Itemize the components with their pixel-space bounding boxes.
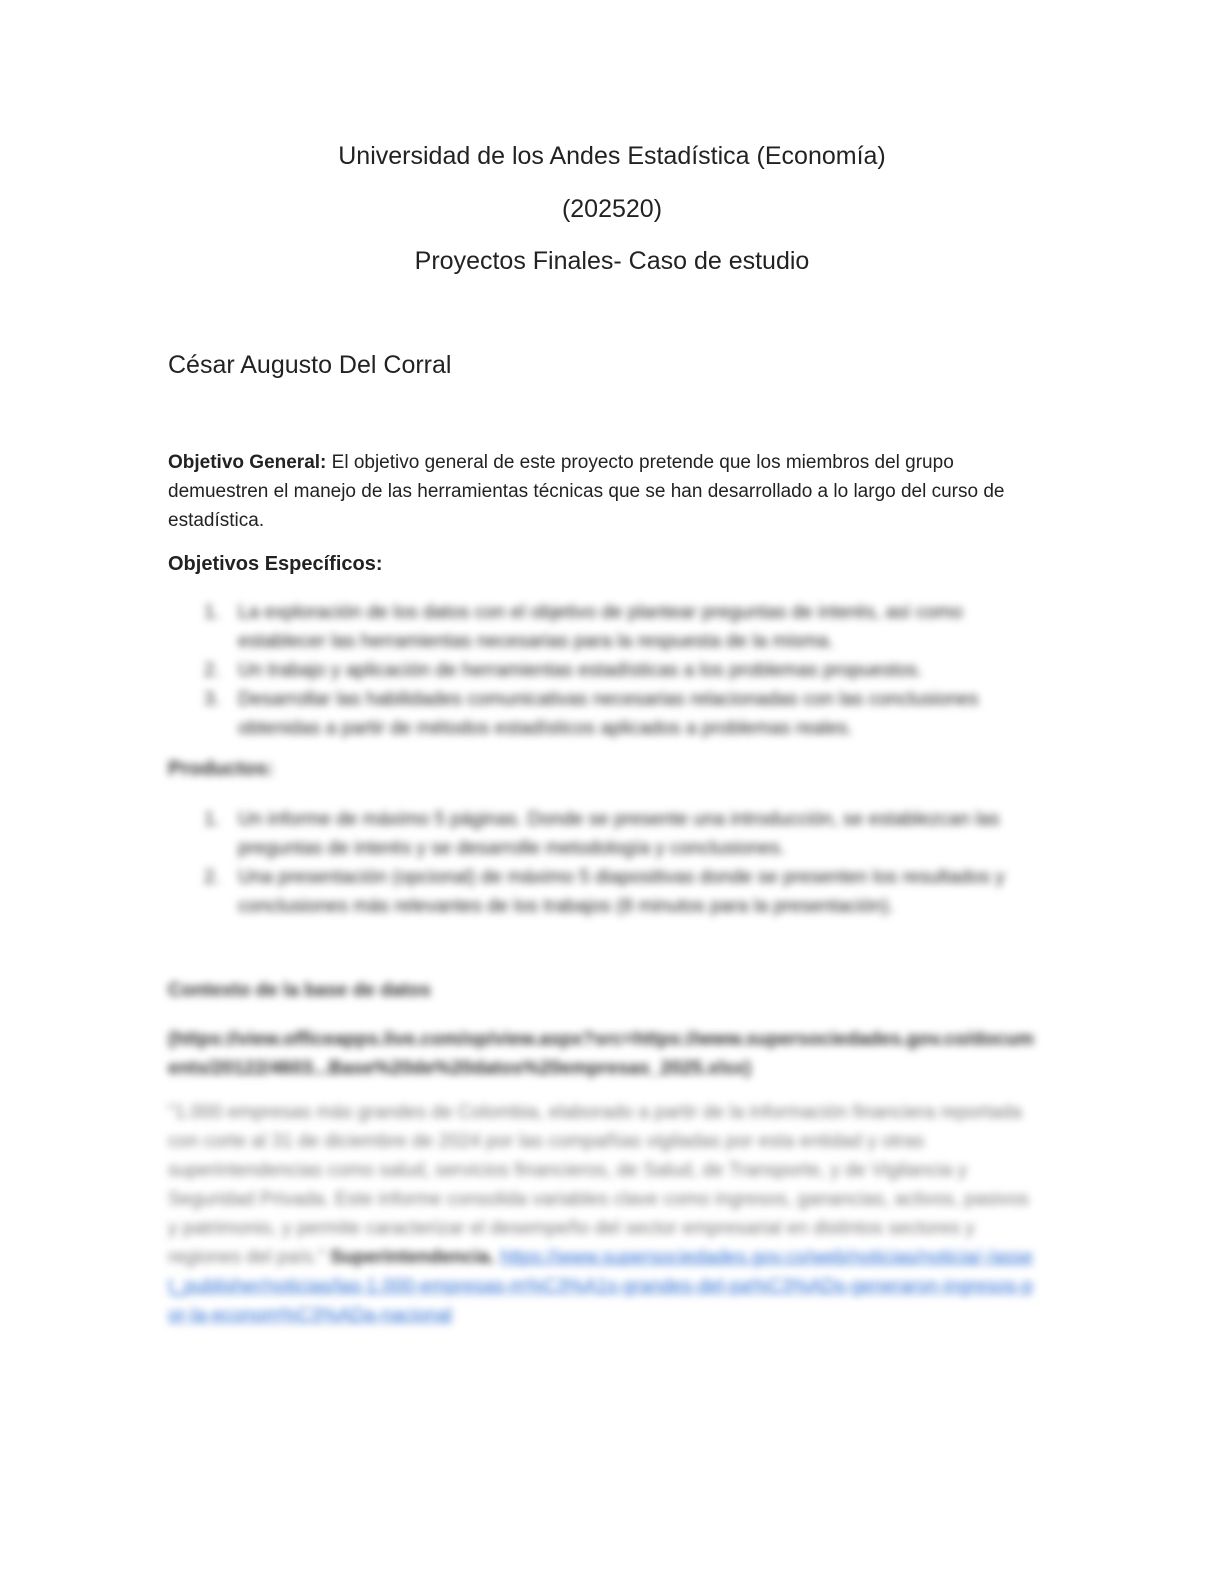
list-item [204,863,1044,921]
list-number: 3. [204,689,220,710]
list-number: 1. [204,602,220,623]
list-item [204,685,1044,743]
list-text: Un informe de máximo 5 páginas. Donde se presente una introducción, se establezcan las preguntas de interés y se desarrolle metodología y conclusiones. [238,809,1000,859]
general-objective-text: El objetivo general de este proyecto pretende que los miembros del grupo demuestren el manejo de las herramientas técnicas que se han desarrollado a lo largo del curso de estadística. [168,452,1005,531]
list-text: Desarrollar las habilidades comunicativas necesarias relacionadas con las conclusiones obtenidas a partir de métodos estadísticos aplicados a problemas reales. [238,689,979,739]
products-heading: Productos: [168,758,274,780]
document-title: Proyectos Finales- Caso de estudio [414,247,810,275]
specific-objectives-list [204,598,1044,743]
list-item [204,598,1044,656]
university-title: Universidad de los Andes Estadística (Economía) [338,142,886,170]
list-text: Un trabajo y aplicación de herramientas estadísticas a los problemas propuestos. [238,660,923,681]
course-code: (202520) [561,195,663,223]
quote-text: "1.000 empresas más grandes de Colombia, elaborado a partir de la información financiera reportada con corte al 31 de diciembre de 2024 por las compañías vigiladas por esta entidad y otras superintendencias como salud, servicios financieros, de Salud, de Transporte, y de Vigilancia y Seguridad Privada. Este informe consolida variables clave como ingresos, ganancias, activos, pasivos y patrimonio, y permite caracterizar el desempeño del sector empresarial en distintos sectores y regiones del país." [168,1102,1029,1268]
general-objective-label: Objetivo General: [168,452,327,473]
general-objective [168,448,1048,535]
dataset-heading: Contexto de la base de datos [168,980,431,1001]
list-item [204,805,1044,863]
author-name: César Augusto Del Corral [168,351,452,379]
products-list [204,805,1044,921]
dataset-quote [168,1098,1038,1330]
list-number: 2. [204,867,220,888]
specific-objectives-heading: Objetivos Específicos: [168,553,383,575]
list-text: La exploración de los datos con el objetivo de plantear preguntas de interés, así como establecer las herramientas necesarias para la respuesta de la misma. [238,602,963,652]
source-link[interactable]: https://www.supersociedades.gov.co/web/noticias/noticia/-/asset_publisher/noticias/las-1.000-empresas-m%C3%A1s-grandes-del-pa%C3%ADs-generaron-ingresos-por-la-econom%C3%ADa-nacional [168,1247,1033,1326]
list-text: Una presentación (opcional) de máximo 5 diapositivas donde se presenten los resultados y conclusiones más relevantes de los trabajos (8 minutos para la presentación). [238,867,1005,917]
list-number: 1. [204,809,220,830]
list-item [204,656,1044,685]
dataset-url[interactable]: (https://view.officeapps.live.com/op/view.aspx?src=https://www.supersociedades.gov.co/documents/20122/4603...Base%20de%20datos%20empresas_2025.xlsx) [168,1029,1034,1079]
quote-source: Superintendencia. [324,1247,495,1268]
list-number: 2. [204,660,220,681]
